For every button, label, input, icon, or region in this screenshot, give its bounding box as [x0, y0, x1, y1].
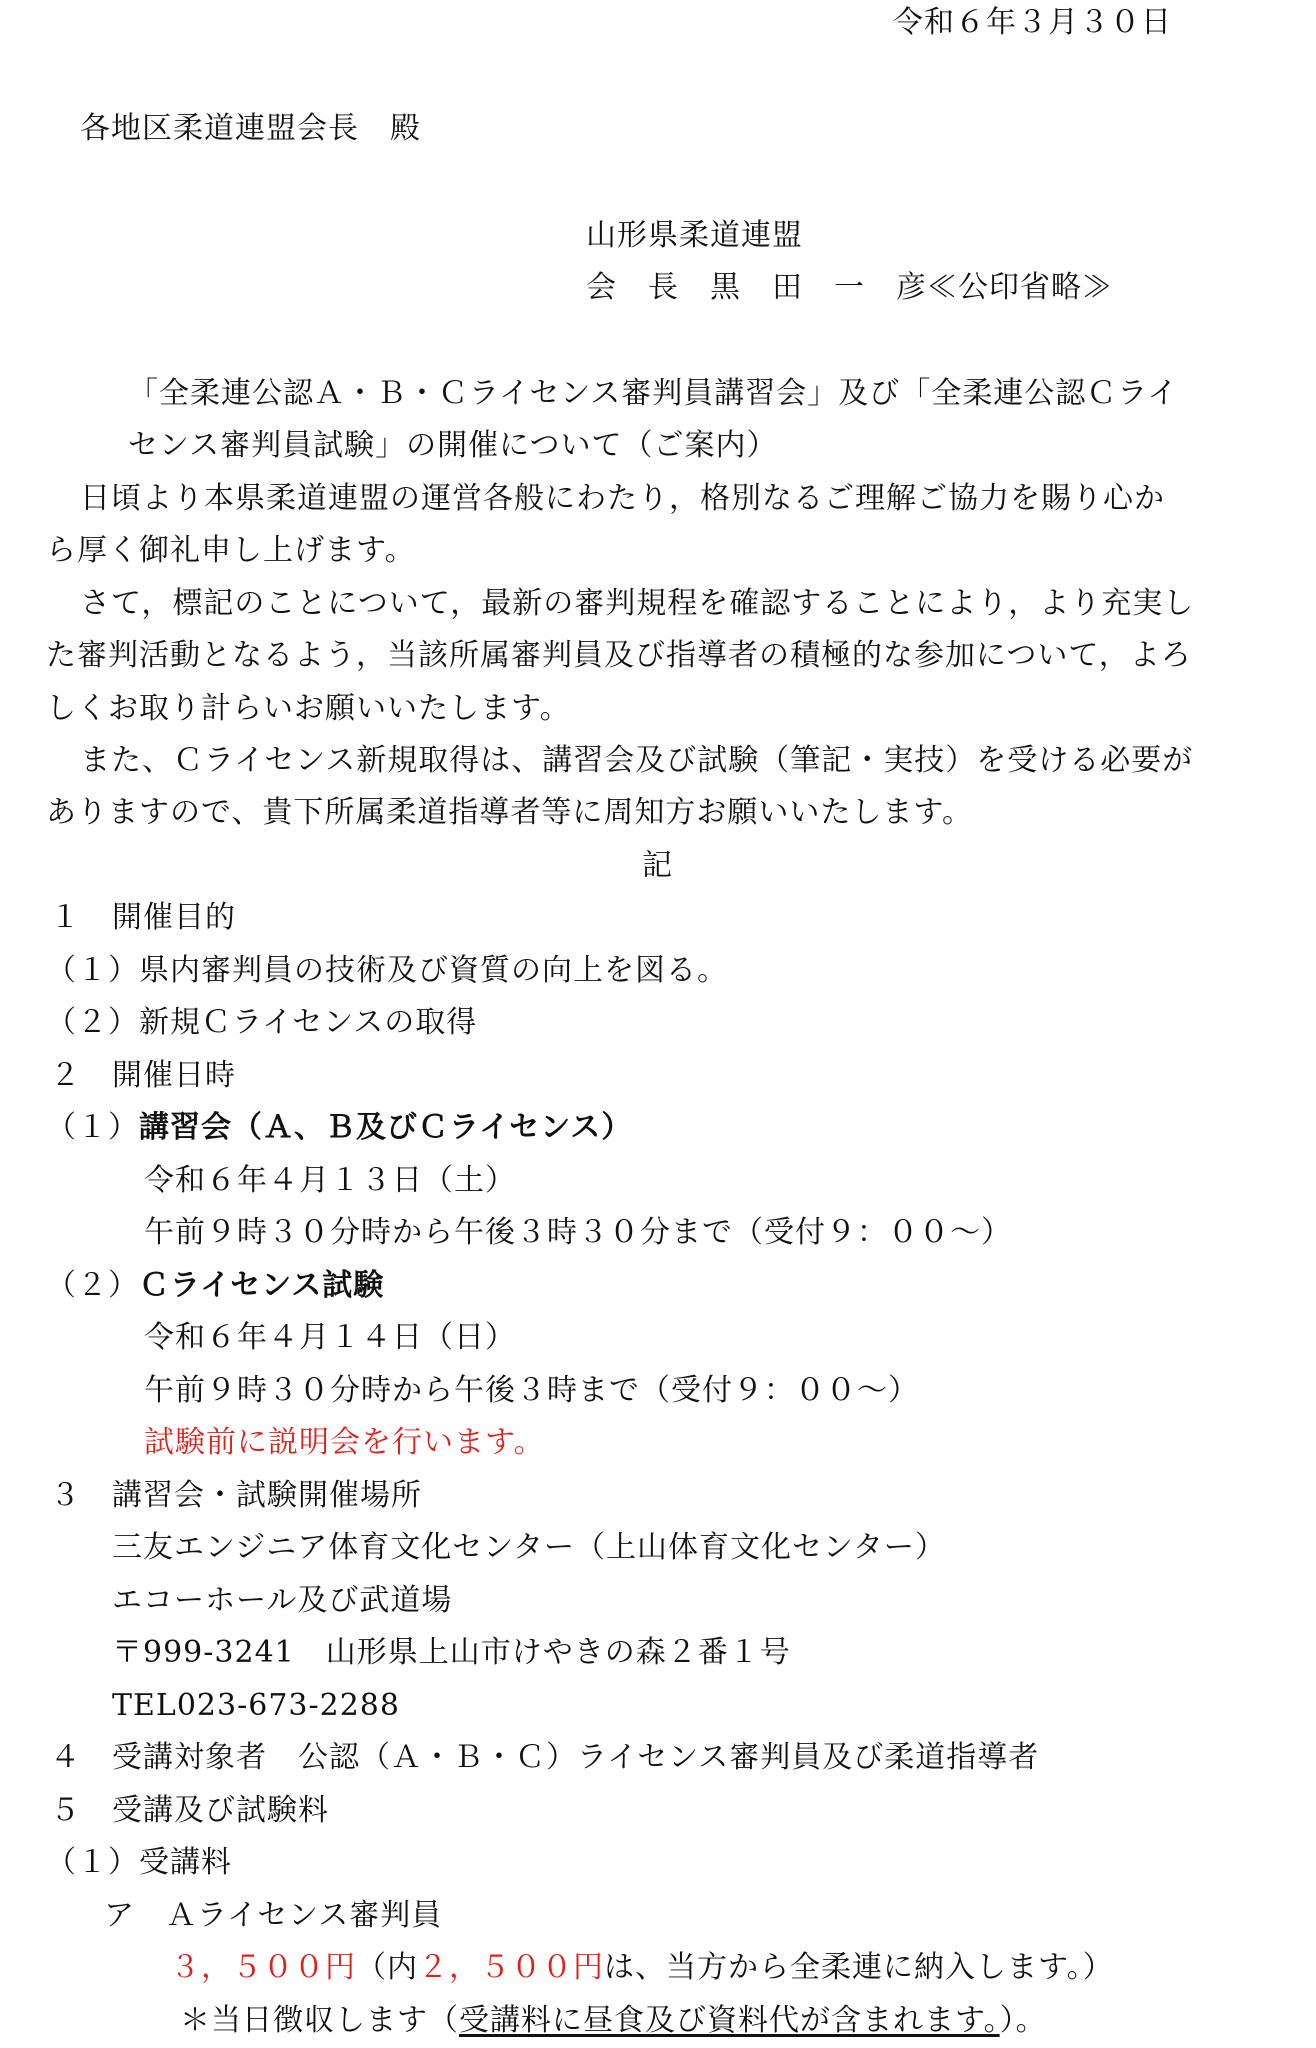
paragraph-2-line-2: た審判活動となるよう，当該所属審判員及び指導者の積極的な参加について，よろ	[46, 638, 1192, 673]
paragraph-1-line-2: ら厚く御礼申し上げます。	[46, 533, 416, 568]
paragraph-2-line-3: しくお取り計らいお願いいたします。	[46, 691, 571, 726]
document-date: 令和６年３月３０日	[893, 5, 1172, 40]
section-2-item-1-title: 講習会（Ａ、Ｂ及びＣライセンス）	[139, 1110, 633, 1145]
fee-a-license-label: ア Ａライセンス審判員	[104, 1898, 443, 1933]
paragraph-3-line-1: また、Ｃライセンス新規取得は、講習会及び試験（筆記・実技）を受ける必要が	[80, 743, 1194, 778]
section-2-item-2-note: 試験前に説明会を行います。	[144, 1425, 545, 1460]
section-2-item-2-title: Ｃライセンス試験	[139, 1268, 385, 1303]
sender-organization: 山形県柔道連盟	[586, 218, 803, 253]
section-1-item-2: （２）新規Ｃライセンスの取得	[46, 1005, 478, 1040]
fee-inner-suffix: は、当方から全柔連に納入します。）	[604, 1950, 1114, 1985]
sender-name: 会 長 黒 田 一 彦≪公印省略≫	[586, 270, 1113, 305]
section-2-heading: ２ 開催日時	[50, 1058, 236, 1093]
section-2-item-1-time: 午前９時３０分時から午後３時３０分まで（受付９：００～）	[144, 1215, 1012, 1250]
venue-name: 三友エンジニア体育文化センター（上山体育文化センター）	[112, 1530, 946, 1565]
section-1-heading: １ 開催目的	[50, 900, 236, 935]
section-5-heading: ５ 受講及び試験料	[50, 1793, 329, 1828]
paragraph-1-line-1: 日頃より本県柔道連盟の運営各般にわたり，格別なるご理解ご協力を賜り心か	[80, 481, 1165, 516]
section-2-item-2-number: （２）	[46, 1268, 139, 1303]
paragraph-3-line-2: ありますので、貴下所属柔道指導者等に周知方お願いいたします。	[46, 795, 973, 830]
section-5-item-1: （１）受講料	[46, 1845, 232, 1880]
subject-line-1: 「全柔連公認Ａ・Ｂ・Ｃライセンス審判員講習会」及び「全柔連公認Ｃライ	[128, 376, 1179, 411]
fee-total: ３，５００円	[170, 1950, 356, 1985]
section-2-item-2-time: 午前９時３０分時から午後３時まで（受付９：００～）	[144, 1373, 919, 1408]
venue-telephone: TEL023-673-2288	[112, 1688, 400, 1723]
section-3-heading: ３ 講習会・試験開催場所	[50, 1478, 422, 1513]
section-2-item-1	[46, 1108, 632, 1148]
paragraph-2-line-1: さて，標記のことについて，最新の審判規程を確認することにより，より充実し	[80, 586, 1195, 621]
section-2-item-2	[46, 1266, 384, 1306]
section-2-item-1-number: （１）	[46, 1110, 139, 1145]
fee-note-suffix: ）。	[999, 2003, 1047, 2038]
section-1-item-1: （１）県内審判員の技術及び資質の向上を図る。	[46, 953, 728, 988]
section-2-item-1-date: 令和６年４月１３日（土）	[144, 1163, 516, 1198]
subject-line-2: センス審判員試験」の開催について（ご案内）	[128, 428, 778, 463]
section-4-line: ４ 受講対象者 公認（Ａ・Ｂ・Ｃ）ライセンス審判員及び柔道指導者	[50, 1740, 1040, 1775]
recipient: 各地区柔道連盟会長 殿	[80, 111, 421, 146]
fee-a-license-amount	[170, 1948, 1114, 1988]
section-2-item-2-date: 令和６年４月１４日（日）	[144, 1320, 516, 1355]
fee-inner-prefix: （内	[356, 1950, 418, 1985]
fee-inner-amount: ２，５００円	[418, 1950, 604, 1985]
fee-note-prefix: ＊当日徴収します（	[180, 2003, 459, 2038]
ki-heading: 記	[642, 848, 673, 883]
fee-collection-note	[180, 2001, 1047, 2041]
venue-hall: エコーホール及び武道場	[112, 1583, 453, 1618]
venue-address: 〒999-3241 山形県上山市けやきの森２番１号	[112, 1635, 791, 1670]
fee-note-underlined: 受講料に昼食及び資料代が含まれます。	[459, 2003, 1000, 2038]
